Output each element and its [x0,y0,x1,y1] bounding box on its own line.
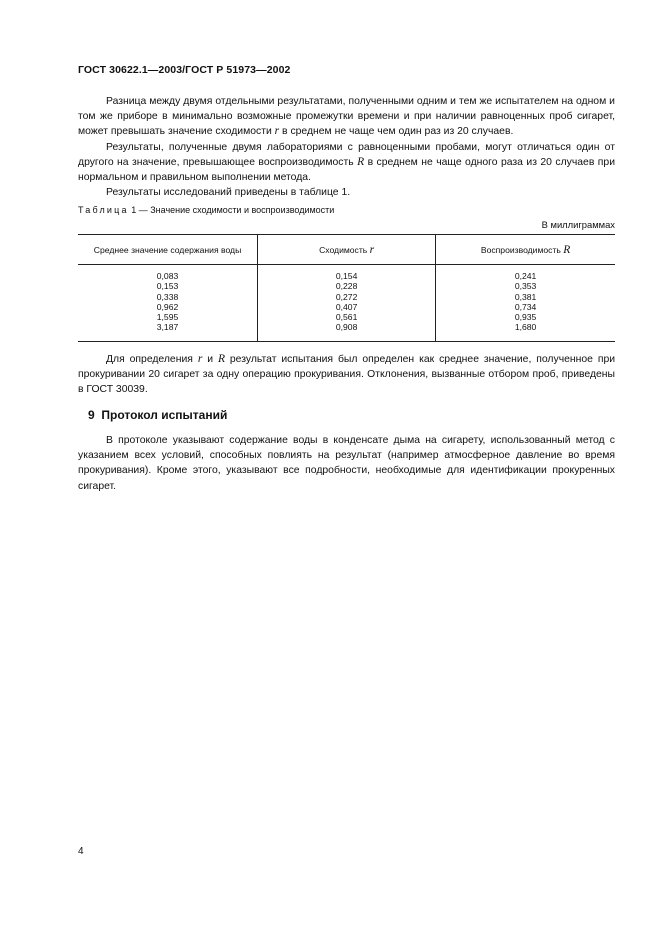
col-header-water-content: Среднее значение содержания воды [78,235,258,265]
page-number: 4 [78,846,84,857]
col-header-reproducibility: Воспроизводимость R [436,235,615,265]
body-text-middle [78,352,615,398]
symbol-r: r [274,125,280,138]
body-text-top [78,94,615,200]
symbol-R: R [357,155,365,168]
body-text-protocol [78,433,615,494]
paragraph-repeatability: Разница между двумя отдельными результатами, полученными одним и тем же испытателем на одном и том же приборе в минимально возможные промежутки времени и при наличии равноценных проб сигарет, может превышать значение сходимости r в среднем не чаще чем один раз из 20 случаев. [78,96,615,138]
paragraph-protocol: В протоколе указывают содержание воды в конденсате дыма на сигарету, использованный метод с указанием всех условий, способных повлиять на результат (например атмосферное давление во время прокуривания). Кроме этого, указывают все подробности, необходимые для идентификации прокуренных сигарет. [78,435,615,492]
col-header-repeatability: Сходимость r [258,235,436,265]
table-body-row [78,265,615,342]
paragraph-table-ref: Результаты исследований приведены в таблице 1. [106,187,351,199]
table-col-reproducibility: 0,241 0,353 0,381 0,734 0,935 1,680 [436,265,615,342]
paragraph-determination: Для определения r и R результат испытания был определен как среднее значение, полученное при прокуривании 20 сигарет за одну операцию прокуривания. Отклонения, вызванные отбором проб, приведены в ГОСТ 30039. [78,353,616,396]
table-units: В миллиграммах [541,219,615,230]
table-header-row [78,235,615,265]
results-table [78,234,615,342]
document-header: ГОСТ 30622.1—2003/ГОСТ Р 51973—2002 [78,64,291,76]
table-caption: Таблица 1 — Значение сходимости и воспроизводимости [78,205,335,215]
table-col-water-content: 0,083 0,153 0,338 0,962 1,595 3,187 [78,265,258,342]
section-heading: 9 Протокол испытаний [88,408,228,422]
table-col-repeatability: 0,154 0,228 0,272 0,407 0,561 0,908 [258,265,436,342]
paragraph-reproducibility: Результаты, полученные двумя лабораториями с равноценными пробами, могут отличаться один от другого на значение, превышающее воспроизводимость R в среднем не чаще одного раза из 20 случаев при нормальном и правильном выполнении метода. [78,141,616,184]
